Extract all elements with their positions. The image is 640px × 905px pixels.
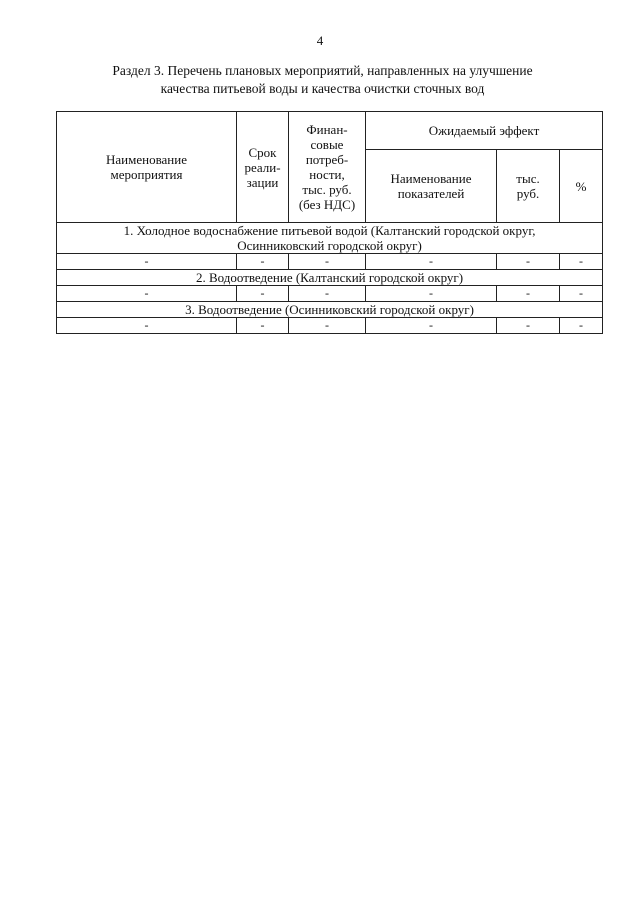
section-title-line-1: Раздел 3. Перечень плановых мероприятий, направленных на улучшение (112, 63, 533, 78)
header-finance: Финан- совые потреб- ности, тыс. руб. (без НДС) (289, 112, 366, 223)
header-term: Срок реали- зации (237, 112, 289, 223)
cell-thousand-rub: - (497, 254, 560, 270)
header-indicators: Наименование показателей (366, 150, 497, 223)
table-row (57, 318, 603, 334)
header-percent: % (560, 150, 603, 223)
group-title-water-supply: 1. Холодное водоснабжение питьевой водой (Калтанский городской округ, Осинниковский городской округ) (57, 223, 603, 254)
cell-finance: - (289, 286, 366, 302)
cell-measure-name: - (57, 286, 237, 302)
cell-percent: - (560, 318, 603, 334)
cell-indicators: - (366, 286, 497, 302)
group-title-sewerage-osinniki: 3. Водоотведение (Осинниковский городской округ) (57, 302, 603, 318)
header-expected-effect: Ожидаемый эффект (366, 112, 603, 150)
cell-indicators: - (366, 254, 497, 270)
measures-table (56, 111, 603, 334)
table-row (57, 286, 603, 302)
group-title-sewerage-kaltan: 2. Водоотведение (Калтанский городской округ) (57, 270, 603, 286)
table-row (57, 254, 603, 270)
cell-term: - (237, 318, 289, 334)
page-number: 4 (316, 33, 324, 48)
cell-percent: - (560, 286, 603, 302)
header-measure-name: Наименование мероприятия (57, 112, 237, 223)
cell-measure-name: - (57, 318, 237, 334)
cell-term: - (237, 286, 289, 302)
cell-thousand-rub: - (497, 318, 560, 334)
cell-measure-name: - (57, 254, 237, 270)
cell-finance: - (289, 318, 366, 334)
cell-finance: - (289, 254, 366, 270)
header-thousand-rub: тыс. руб. (497, 150, 560, 223)
cell-term: - (237, 254, 289, 270)
cell-percent: - (560, 254, 603, 270)
section-title-line-2: качества питьевой воды и качества очистки сточных вод (160, 81, 485, 96)
section-title (60, 62, 585, 98)
cell-indicators: - (366, 318, 497, 334)
cell-thousand-rub: - (497, 286, 560, 302)
